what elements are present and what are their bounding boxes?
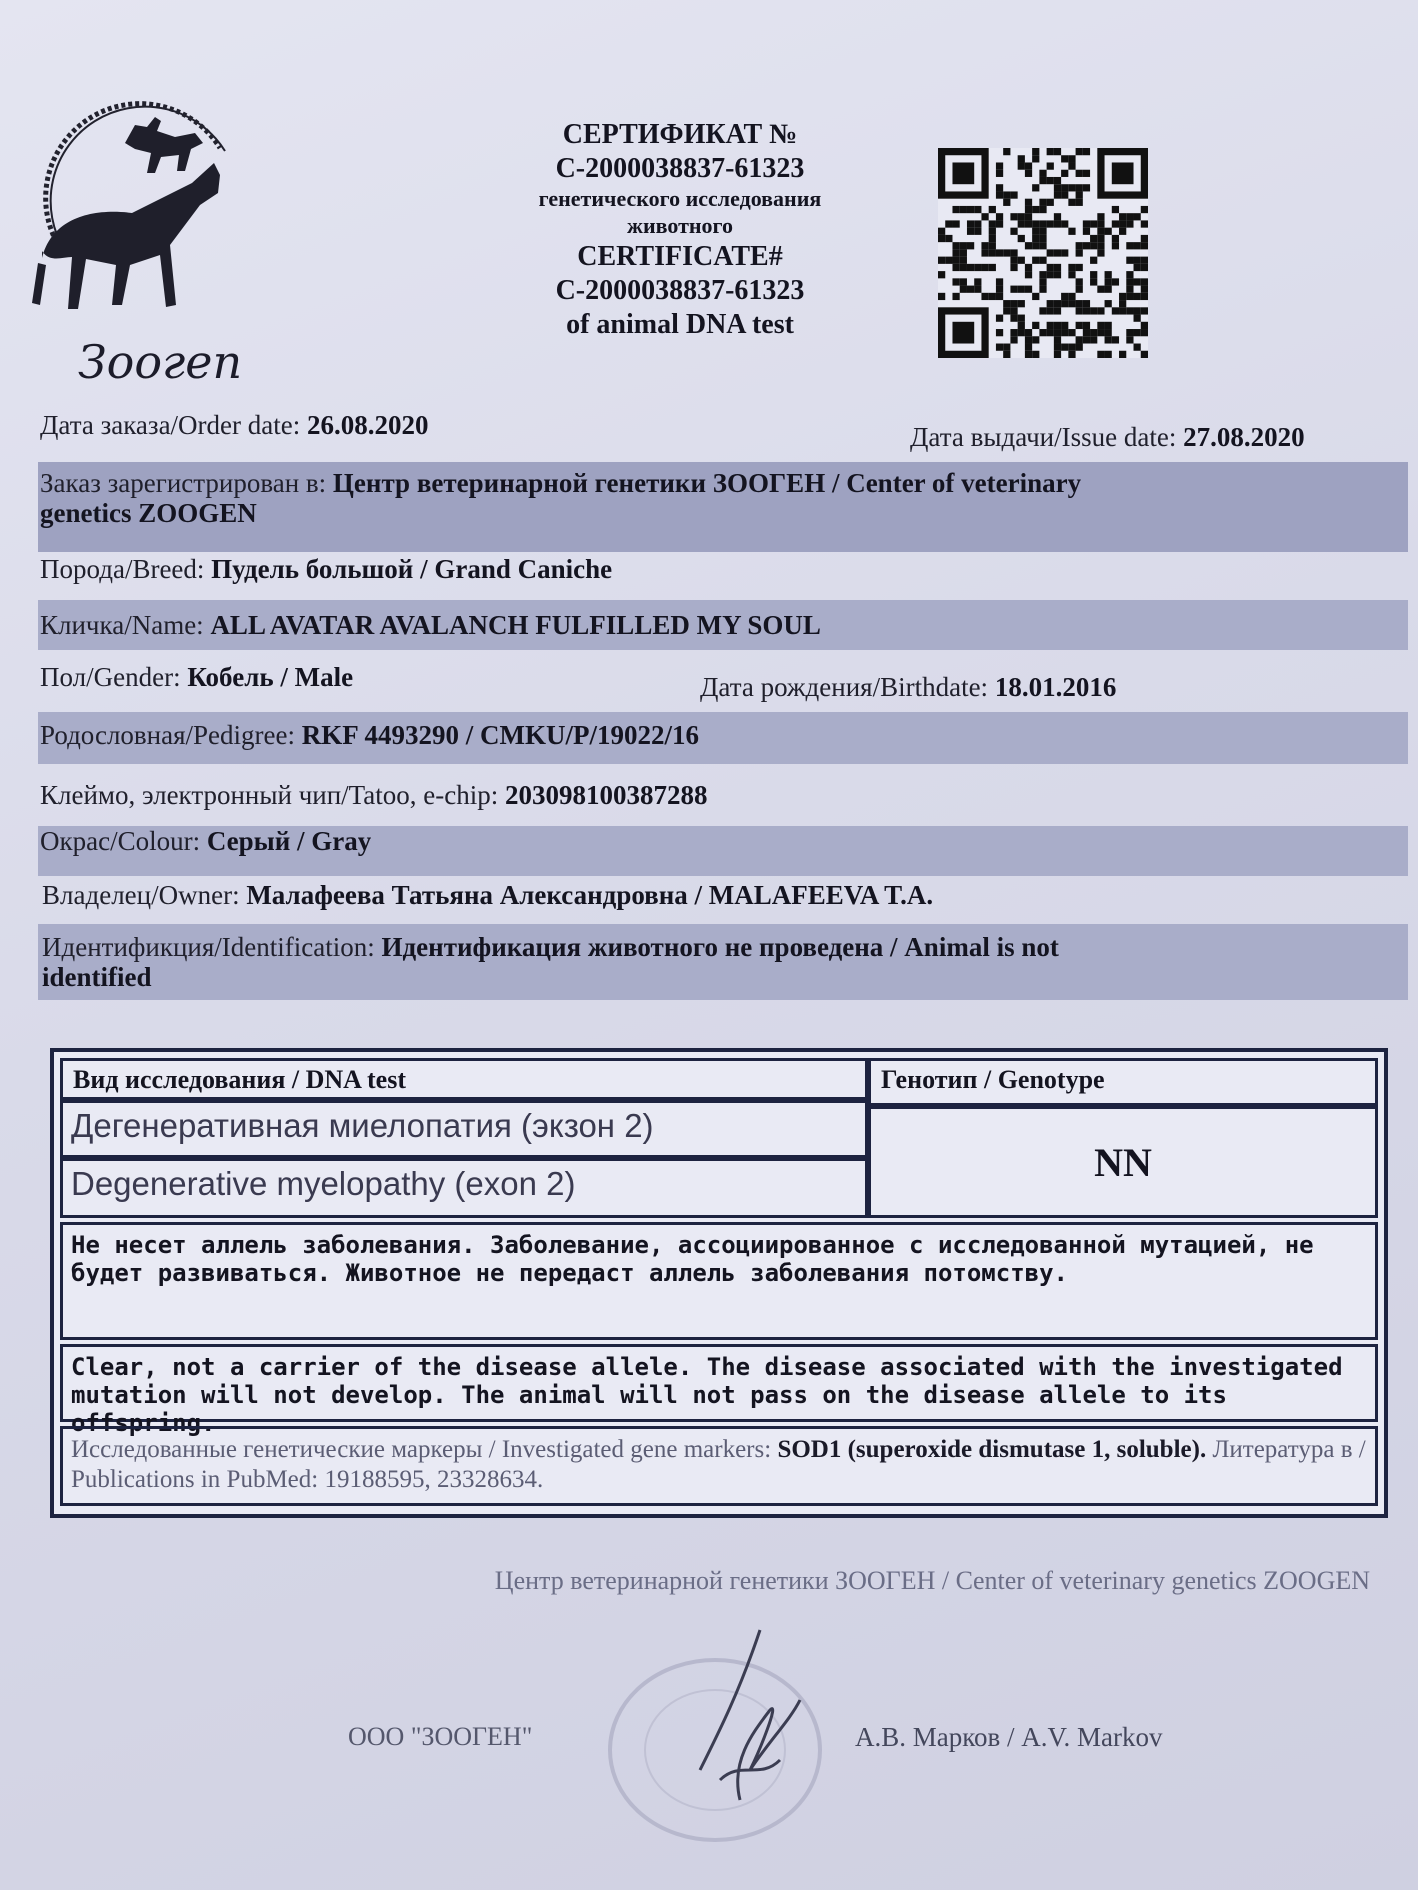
- logo-text: Зоогеn: [78, 335, 243, 389]
- birthdate-label: Дата рождения/Birthdate:: [700, 672, 989, 702]
- gender-value: Кобель / Male: [187, 662, 354, 692]
- pedigree-label: Родословная/Pedigree:: [40, 720, 295, 750]
- genotype-value: NN: [868, 1106, 1378, 1218]
- owner-value: Малафеева Татьяна Александровна / MALAFEEVA T.A.: [246, 880, 934, 910]
- cert-subtitle-en: of animal DNA test: [566, 309, 794, 341]
- birthdate-row: [700, 672, 1116, 702]
- signature-icon: [660, 1610, 830, 1820]
- gender-row: [40, 662, 353, 692]
- column-header-test: Вид исследования / DNA test: [60, 1058, 868, 1100]
- cert-number-en: C-2000038837-61323: [555, 275, 805, 307]
- colour-row: [40, 826, 371, 856]
- issue-date-row: [910, 422, 1305, 452]
- publications: Литература в / Publications in PubMed: 19188595, 23328634.: [71, 1436, 1366, 1493]
- signer-name: А.В. Марков / A.V. Markov: [855, 1722, 1163, 1752]
- order-date-value: 26.08.2020: [307, 410, 429, 440]
- issue-date-label: Дата выдачи/Issue date:: [910, 422, 1177, 452]
- markers-value: SOD1 (superoxide dismutase 1, soluble).: [777, 1436, 1207, 1463]
- chip-row: [40, 780, 707, 810]
- breed-label: Порода/Breed:: [40, 554, 205, 584]
- registered-value-2: genetics ZOOGEN: [40, 498, 257, 528]
- issue-date-value: 27.08.2020: [1183, 422, 1305, 452]
- order-date-label: Дата заказа/Order date:: [40, 410, 301, 440]
- name-row: [40, 610, 821, 640]
- gene-markers: [60, 1426, 1378, 1506]
- pedigree-row: [40, 720, 699, 750]
- gender-label: Пол/Gender:: [40, 662, 181, 692]
- results-table: [50, 1048, 1388, 1518]
- identification-value: Идентификация животного не проведена / Animal is not: [381, 932, 1059, 962]
- identification-row: [42, 932, 1382, 992]
- pedigree-value: RKF 4493290 / CMKU/P/19022/16: [301, 720, 699, 750]
- owner-row: [42, 880, 933, 910]
- colour-value: Серый / Gray: [206, 826, 372, 856]
- cert-title-en: CERTIFICATE#: [577, 240, 783, 272]
- test-name-en: Degenerative myelopathy (exon 2): [60, 1158, 868, 1218]
- certificate-header: [440, 118, 920, 342]
- column-header-genotype: Генотип / Genotype: [868, 1058, 1378, 1106]
- registered-label: Заказ зарегистрирован в:: [40, 468, 327, 498]
- result-note-en: Clear, not a carrier of the disease allele. The disease associated with the investigated mutation will not develop. The animal will not pass on the disease allele to its offspring.: [60, 1344, 1378, 1422]
- order-date-row: [40, 410, 429, 440]
- colour-label: Окрас/Colour:: [40, 826, 201, 856]
- cert-subtitle-ru-2: животного: [627, 213, 733, 239]
- footer-organization: Центр ветеринарной генетики ЗООГЕН / Center of veterinary genetics ZOOGEN: [494, 1566, 1370, 1595]
- name-value: ALL AVATAR AVALANCH FULFILLED MY SOUL: [210, 610, 821, 640]
- cert-number-ru: С-2000038837-61323: [555, 153, 805, 185]
- qr-code-icon: [938, 148, 1148, 358]
- identification-label: Идентификция/Identification:: [42, 932, 375, 962]
- birthdate-value: 18.01.2016: [994, 672, 1117, 702]
- markers-label: Исследованные генетические маркеры / Investigated gene markers:: [71, 1436, 772, 1463]
- result-note-ru: Не несет аллель заболевания. Заболевание, ассоциированное с исследованной мутацией, не будет развиваться. Животное не передаст аллель заболевания потомству.: [60, 1222, 1378, 1340]
- registered-row: [40, 468, 1380, 528]
- company-name: ООО "ЗООГЕН": [348, 1722, 533, 1751]
- name-label: Кличка/Name:: [40, 610, 204, 640]
- test-name-ru: Дегенеративная миелопатия (экзон 2): [60, 1100, 868, 1158]
- registered-value: Центр ветеринарной генетики ЗООГЕН / Center of veterinary: [332, 468, 1082, 498]
- cert-subtitle-ru-1: генетического исследования: [538, 186, 822, 212]
- chip-value: 203098100387288: [504, 780, 708, 810]
- breed-value: Пудель большой / Grand Caniche: [211, 554, 613, 584]
- cert-title-ru: СЕРТИФИКАТ №: [562, 119, 798, 150]
- chip-label: Клеймо, электронный чип/Tatoo, e-chip:: [40, 780, 499, 810]
- owner-label: Владелец/Owner:: [42, 880, 240, 910]
- breed-row: [40, 554, 612, 584]
- identification-value-2: identified: [42, 962, 152, 992]
